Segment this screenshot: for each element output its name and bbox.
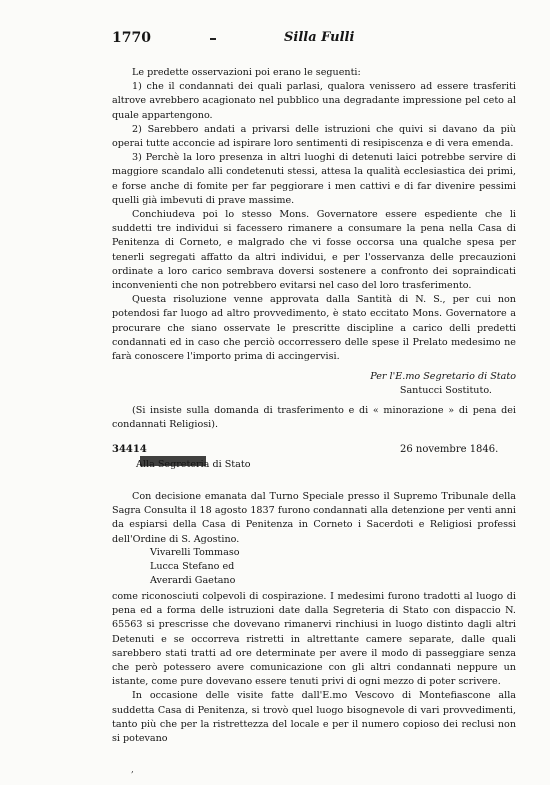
addressee: Alla Segreteria di Stato: [136, 459, 251, 470]
running-title: Silla Fulli: [284, 30, 355, 45]
names-list: [150, 546, 240, 589]
observation-3: 3) Perchè la loro presenza in altri luoghi di detenuti laici potrebbe servire di maggiore scandalo alli condetenuti stessi, attesa la qualità ecclesiastica dei primi, e forse anche di fomite per far peggiorare i men cattivi e di far divenire pessimi quelli già imbevuti di prave massime.: [112, 152, 516, 206]
addressee-block: [112, 458, 516, 472]
document-number: 34414: [112, 444, 147, 455]
observation-1: 1) che il condannati dei quali parlasi, qualora venissero ad essere trasferiti altrove avrebbero acagionato nel pubblico una degradante impressione pel ceto al quale appartengono.: [112, 81, 516, 121]
visit-paragraph: In occasione delle visite fatte dall'E.mo Vescovo di Montefiascone alla suddetta Casa di Penitenza, si trovò quel luogo bisognevole di vari provvedimenti, tanto più che per la ristrettezza del locale e per il numero copioso dei reclusi non si potevano: [112, 690, 516, 745]
decision-paragraph: Con decisione emanata dal Turno Speciale presso il Supremo Tribunale della Sagra Consulta il 18 agosto 1837 furono condannati alla detenzione per venti anni da espiarsi della Casa di Penitenza in Corneto i Sacerdoti e Religiosi professi dell'Ordine di S. Agostino.: [112, 491, 516, 545]
intro-line: Le predette osservazioni poi erano le seguenti:: [132, 67, 361, 78]
resolution-paragraph: Questa risoluzione venne approvata dalla Santità di N. S., per cui non potendosi far luogo ad altro provvedimento, è stato eccitato Mons. Governatore a procurare che siano osservate le prescritte discipline a carico delli predetti condannati ed in caso che perciò occorressero delle spese il Prelato medesimo ne farà conoscere l'importo prima di accingervisi.: [112, 294, 516, 363]
editor-note: (Si insiste sulla domanda di trasferimento e di « minorazione » di pena dei condannati Religiosi).: [112, 405, 516, 431]
name-item: Averardi Gaetano: [150, 575, 236, 587]
page-number: 1770: [112, 30, 151, 46]
name-item: Vivarelli Tommaso: [150, 547, 240, 558]
observation-2: 2) Sarebbero andati a privarsi delle istruzioni che quivi si davano da più operai tutte acconcie ad ispirare loro sentimenti di resipiscenza e di vera emenda.: [112, 123, 516, 150]
signature-line-1: Per l'E.mo Segretario di Stato: [370, 371, 516, 383]
signature-line-2: Santucci Sostituto.: [399, 385, 492, 397]
conclusion-paragraph: Conchiudeva poi lo stesso Mons. Governatore essere espediente che li suddetti tre individui si facessero rimanere a consumare la pena nella Casa di Penitenza di Corneto, e malgrado che vi fosse occorsa una qualche spesa per tenerli segregati affatto da altri individui, e per l'osservanza delle precauzioni ordinate a loro carico sembrava doversi sostenere a confronto dei sopraindicati inconvenienti che non potrebbero evitarsi nel caso del loro trasferimento.: [112, 209, 516, 292]
name-item: Lucca Stefano ed: [150, 561, 235, 573]
detention-paragraph: come riconosciuti colpevoli di cospirazione. I medesimi furono tradotti al luogo di pena ed a forma delle istruzioni date dalla Segreteria di Stato con dispaccio N. 65563 si prescrisse che dovevano rimanervi rinchiusi in luogo distinto dagli altri Detenuti e se occorreva ristretti in altrettante camere separate, dalle quali sarebbero stati tratti ad ore determinate per avere il modo di passeggiare senza che però potessero avere comunicazione con gli altri condannati neppure un istante, come pure dovevano essere tenuti privi di ogni mezzo di poter scrivere. In occasione delle visite fatte dall'E.mo Vescovo di Montefiascone alla suddetta Casa di Penitenza, si trovò quel luogo bisognevole di vari provvedimenti, tanto più che per la ristrettezza del locale e per il numero copioso dei reclusi non si potevano: [112, 590, 516, 746]
document-date: 26 novembre 1846.: [400, 444, 499, 455]
header-mark: [210, 38, 216, 40]
block-observations: [112, 66, 516, 399]
margin-mark: ,: [131, 765, 134, 775]
